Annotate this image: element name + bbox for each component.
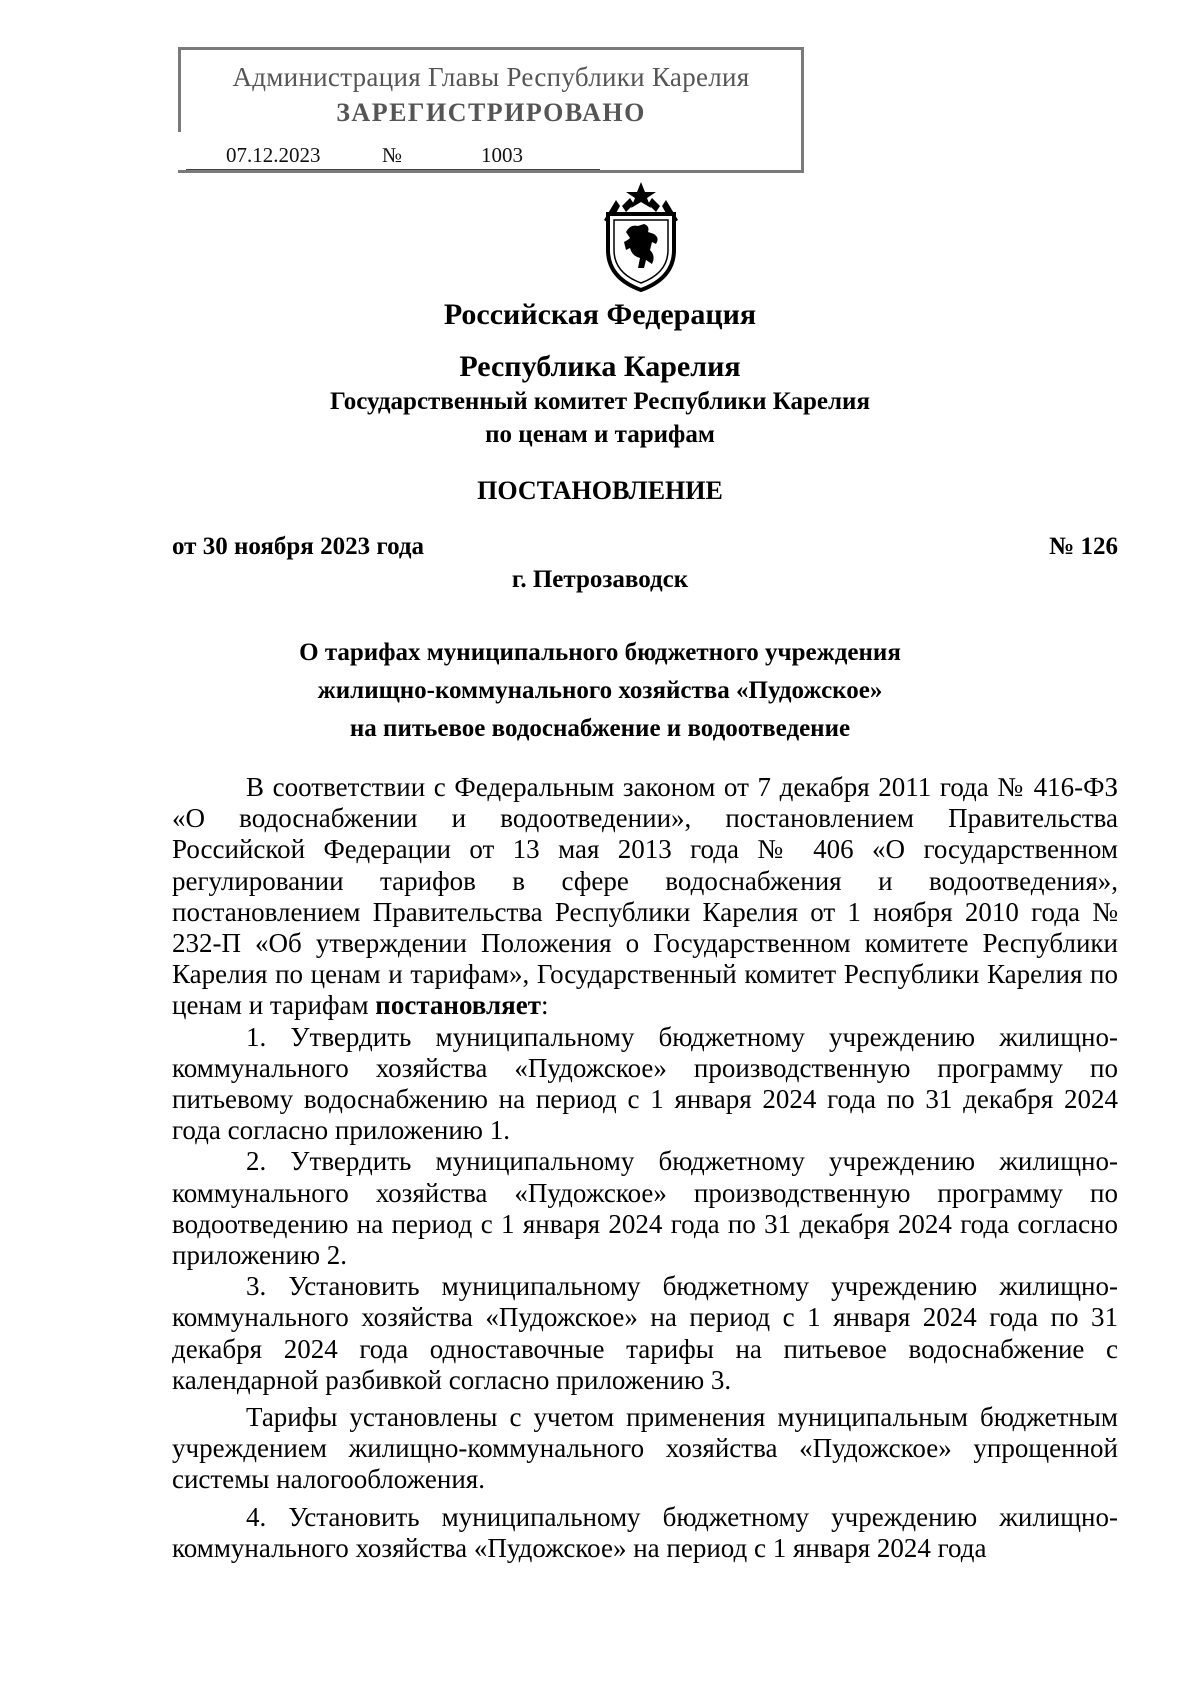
country-title: Российская Федерация: [443, 298, 757, 331]
item-3-paragraph: 3. Установить муниципальному бюджетному учреждению жилищно-коммунального хозяйства «Пудожское» на период с 1 января 2024 года по 31 декабря 2024 года одноставочные тарифы на питьевое водоснабжение с календарной разбивкой согласно приложению 3.: [172, 1271, 1118, 1395]
document-body: [172, 772, 1118, 1564]
stamp-reg-number: 1003: [481, 143, 523, 167]
committee-line-2: по ценам и тарифам: [485, 421, 715, 448]
document-number: № 126: [1049, 533, 1118, 560]
document-type: ПОСТАНОВЛЕНИЕ: [477, 476, 723, 505]
committee-line-1: Государственный комитет Республики Карелия: [330, 388, 870, 415]
stamp-registration-line: [186, 143, 600, 170]
item-4-paragraph: 4. Установить муниципальному бюджетному учреждению жилищно-коммунального хозяйства «Пудожское» на период с 1 января 2024 года: [172, 1501, 1118, 1563]
document-date: от 30 ноября 2023 года: [172, 533, 424, 560]
item-1-paragraph: 1. Утвердить муниципальному бюджетному учреждению жилищно-коммунального хозяйства «Пудожское» производственную программу по питьевому водоснабжению на период с 1 января 2024 года по 31 декабря 2024 года согласно приложению 1.: [172, 1021, 1118, 1146]
document-subject: [0, 634, 1200, 748]
preamble-paragraph: [172, 772, 1118, 1022]
preamble-bold-verb: постановляет: [375, 990, 542, 1021]
stamp-status: ЗАРЕГИСТРИРОВАНО: [336, 98, 646, 127]
item-2-paragraph: 2. Утвердить муниципальному бюджетному учреждению жилищно-коммунального хозяйства «Пудожское» производственную программу по водоотведению на период с 1 января 2024 года по 31 декабря 2024 года согласно приложению 2.: [172, 1146, 1118, 1271]
tax-note-paragraph: Тарифы установлены с учетом применения муниципальным бюджетным учреждением жилищно-коммунального хозяйства «Пудожское» упрощенной системы налогообложения.: [172, 1402, 1118, 1495]
document-city: г. Петрозаводск: [511, 566, 689, 593]
stamp-num-sign: №: [382, 143, 403, 167]
preamble-colon: :: [541, 990, 549, 1021]
republic-title: Республика Карелия: [459, 350, 741, 383]
subject-line-1: О тарифах муниципального бюджетного учреждения: [299, 639, 901, 666]
preamble-text: В соответствии с Федеральным законом от 7 декабря 2011 года № 416-ФЗ «О водоснабжении и водоотведении», постановлением Правительства Российской Федерации от 13 мая 2013 года № 406 «О государственном регулировании тарифов в сфере водоснабжения и водоотведения», постановлением Правительства Республики Карелия от 1 ноября 2010 года № 232-П «Об утверждении Положения о Государственном комитете Республики Карелия по ценам и тарифам», Государственный комитет Республики Карелия по ценам и тарифам: [172, 772, 1118, 1021]
subject-line-3: на питьевое водоснабжение и водоотведение: [349, 715, 851, 742]
subject-line-2: жилищно-коммунального хозяйства «Пудожское»: [317, 677, 883, 704]
karelia-coat-of-arms-icon: [596, 180, 686, 292]
stamp-authority: Администрация Главы Республики Карелия: [232, 62, 750, 92]
stamp-reg-date: 07.12.2023: [226, 143, 321, 167]
